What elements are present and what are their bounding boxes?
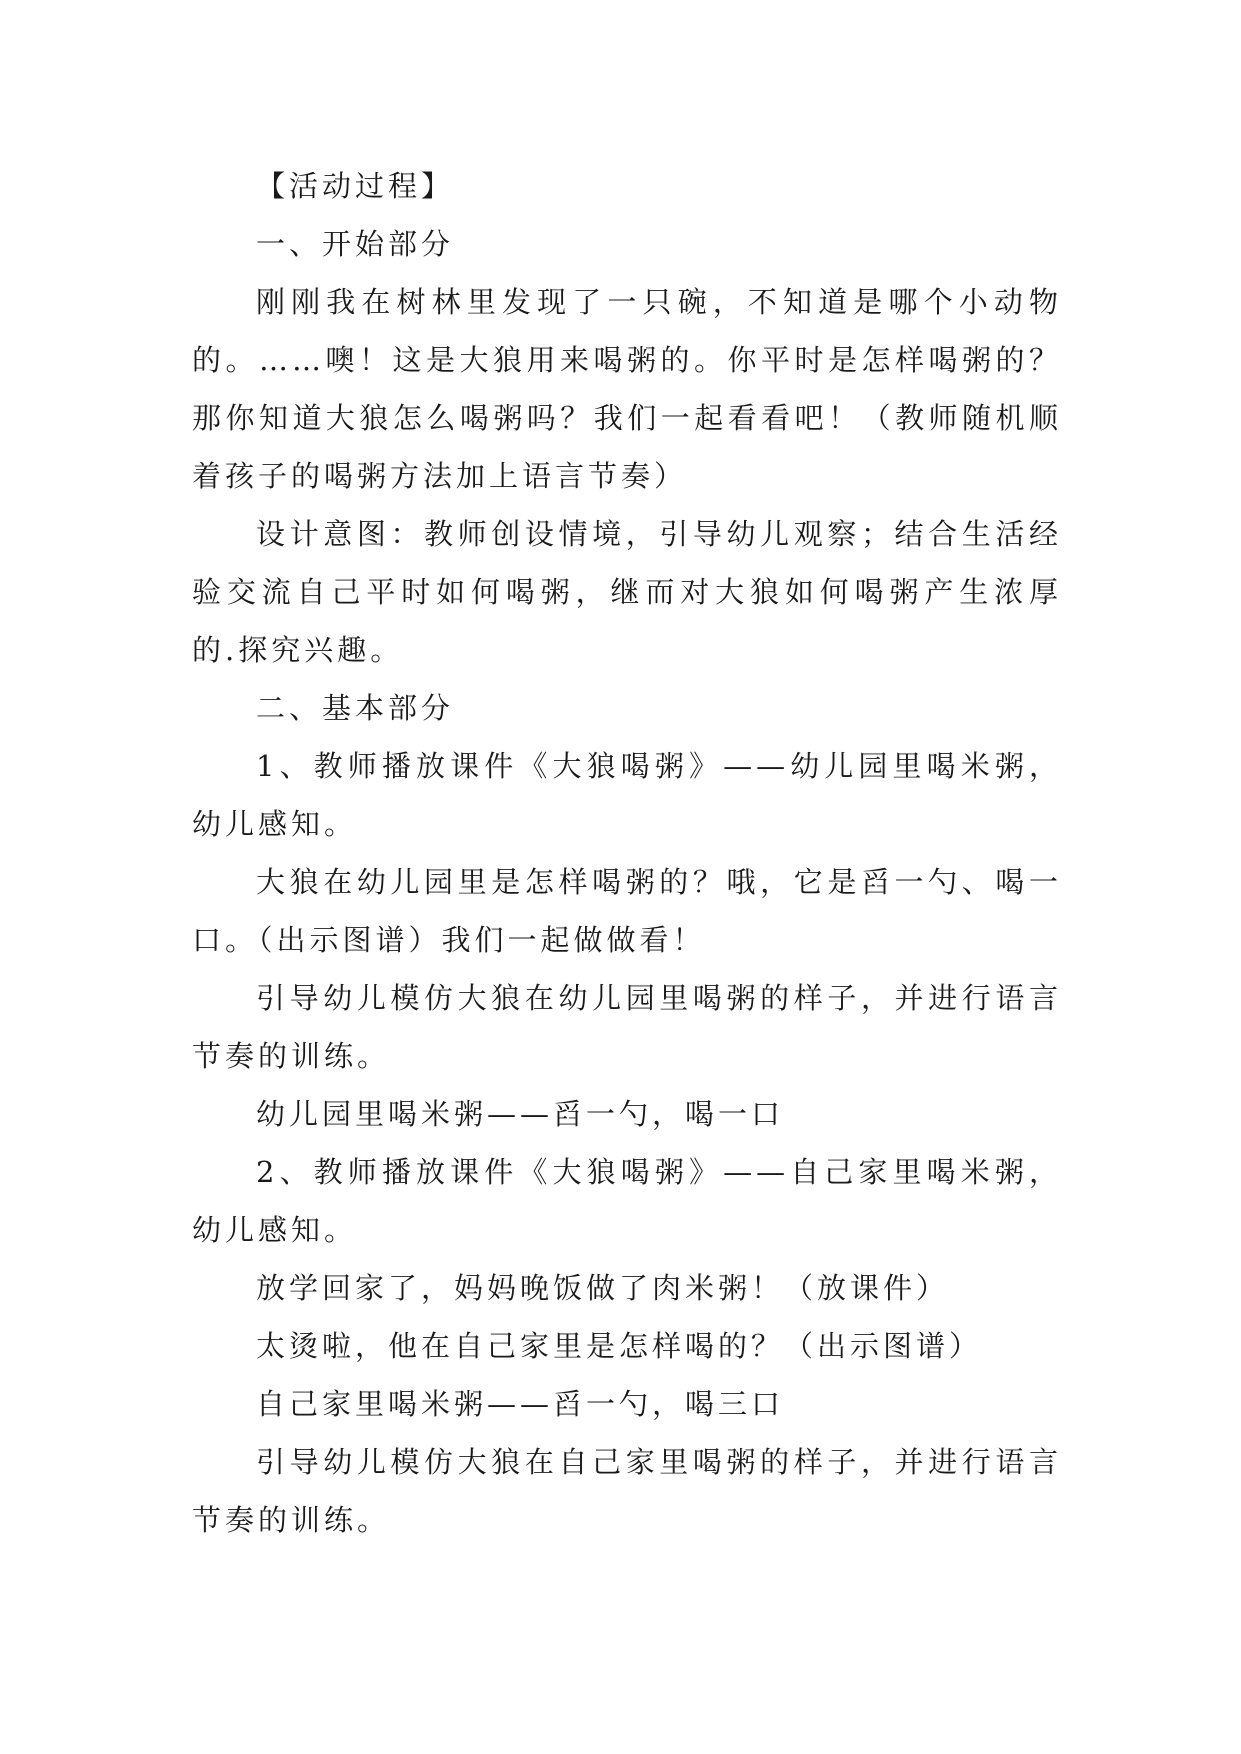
paragraph-home-rhythm: 自己家里喝米粥——舀一勺，喝三口 [256,1387,785,1421]
paragraph-kindergarten-rhythm: 幼儿园里喝米粥——舀一勺，喝一口 [256,1097,785,1131]
paragraph-home-imitate: 引导幼儿模仿大狼在自己家里喝粥的样子，并进行语言节奏的训练。 [192,1445,1062,1537]
paragraph-design-intent: 设计意图：教师创设情境，引导幼儿观察；结合生活经验交流自己平时如何喝粥，继而对大狼如何喝粥产生浓厚的.探究兴趣。 [192,517,1062,667]
paragraph-step-2: 2、教师播放课件《大狼喝粥》——自己家里喝米粥，幼儿感知。 [192,1155,1062,1247]
paragraph-home-question: 太烫啦，他在自己家里是怎样喝的？（出示图谱） [256,1329,983,1363]
paragraph-kindergarten-question: 大狼在幼儿园里是怎样喝粥的？哦，它是舀一勺、喝一口。（出示图谱）我们一起做做看！ [192,865,1062,957]
section-heading-opening: 一、开始部分 [256,227,455,261]
paragraph-home-dinner: 放学回家了，妈妈晚饭做了肉米粥！（放课件） [256,1271,950,1305]
section-heading-activity-process: 【活动过程】 [256,169,455,203]
paragraph-kindergarten-imitate: 引导幼儿模仿大狼在幼儿园里喝粥的样子，并进行语言节奏的训练。 [192,981,1062,1073]
paragraph-opening-story: 刚刚我在树林里发现了一只碗，不知道是哪个小动物的。……噢！这是大狼用来喝粥的。你平时是怎样喝粥的？那你知道大狼怎么喝粥吗？我们一起看看吧！（教师随机顺着孩子的喝粥方法加上语言节奏） [192,285,1062,493]
document-body [192,157,1062,1549]
paragraph-step-1: 1、教师播放课件《大狼喝粥》——幼儿园里喝米粥，幼儿感知。 [192,749,1062,841]
section-heading-basic: 二、基本部分 [256,691,455,725]
